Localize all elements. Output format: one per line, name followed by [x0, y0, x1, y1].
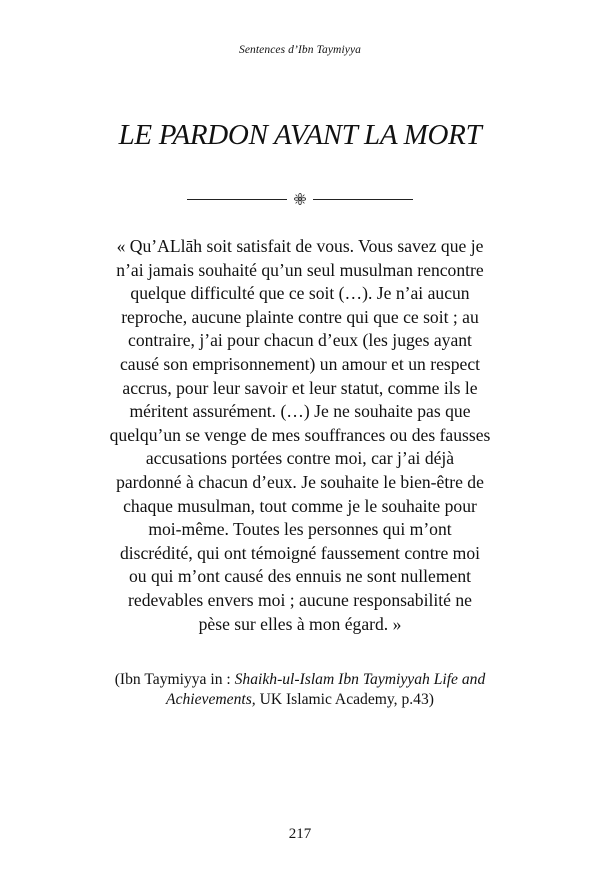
quote-block — [84, 235, 516, 636]
ornament-rule-left — [187, 199, 287, 200]
running-header: Sentences d’Ibn Taymiyya — [238, 44, 362, 56]
citation — [84, 670, 516, 710]
quote-line: pèse sur elles à mon égard. » — [198, 613, 402, 634]
quote-line: causé son emprisonnement) un amour et un respect — [119, 353, 481, 374]
quote-line: accrus, pour leur savoir et leur statut, comme ils le — [122, 377, 478, 398]
flower-ornament-icon — [293, 192, 307, 206]
quote-line: « Qu’ALlāh soit satisfait de vous. Vous savez que je — [116, 236, 484, 256]
quote-line: accusations portées contre moi, car j’ai déjà — [145, 448, 455, 469]
citation-book-title-part2: Achievements, — [166, 691, 256, 708]
ornament-rule-right — [313, 199, 413, 200]
quote-line: chaque musulman, tout comme je le souhaite pour — [123, 495, 477, 516]
citation-line-1 — [84, 670, 516, 690]
citation-book-title-part1: Shaikh-ul-Islam Ibn Taymiyyah Life and — [234, 671, 486, 688]
citation-suffix: UK Islamic Academy, p.43) — [255, 691, 434, 708]
quote-line: quelque difficulté que ce soit (…). Je n’ai aucun — [130, 283, 470, 304]
quote-line: n’ai jamais souhaité qu’un seul musulman rencontre — [116, 259, 484, 280]
quote-line: pardonné à chacun d’eux. Je souhaite le bien-être de — [116, 471, 484, 492]
chapter-title: LE PARDON AVANT LA MORT — [118, 119, 482, 151]
citation-prefix: (Ibn Taymiyya in : — [114, 671, 235, 688]
quote-line: méritent assurément. (…) Je ne souhaite pas que — [129, 401, 471, 422]
citation-line-2 — [84, 690, 516, 710]
quote-line: discrédité, qui ont témoigné faussement contre moi — [119, 542, 481, 563]
page-number: 217 — [288, 826, 312, 842]
title-ornament — [187, 192, 413, 206]
quote-line: moi-même. Toutes les personnes qui m’ont — [148, 519, 452, 540]
quote-line: contraire, j’ai pour chacun d’eux (les juges ayant — [128, 330, 472, 351]
quote-line: reproche, aucune plainte contre qui que ce soit ; au — [121, 306, 479, 327]
quote-line: quelqu’un se venge de mes souffrances ou des fausses — [109, 424, 491, 445]
quote-line: ou qui m’ont causé des ennuis ne sont nullement — [128, 566, 472, 587]
quote-line: redevables envers moi ; aucune responsabilité ne — [128, 589, 472, 610]
